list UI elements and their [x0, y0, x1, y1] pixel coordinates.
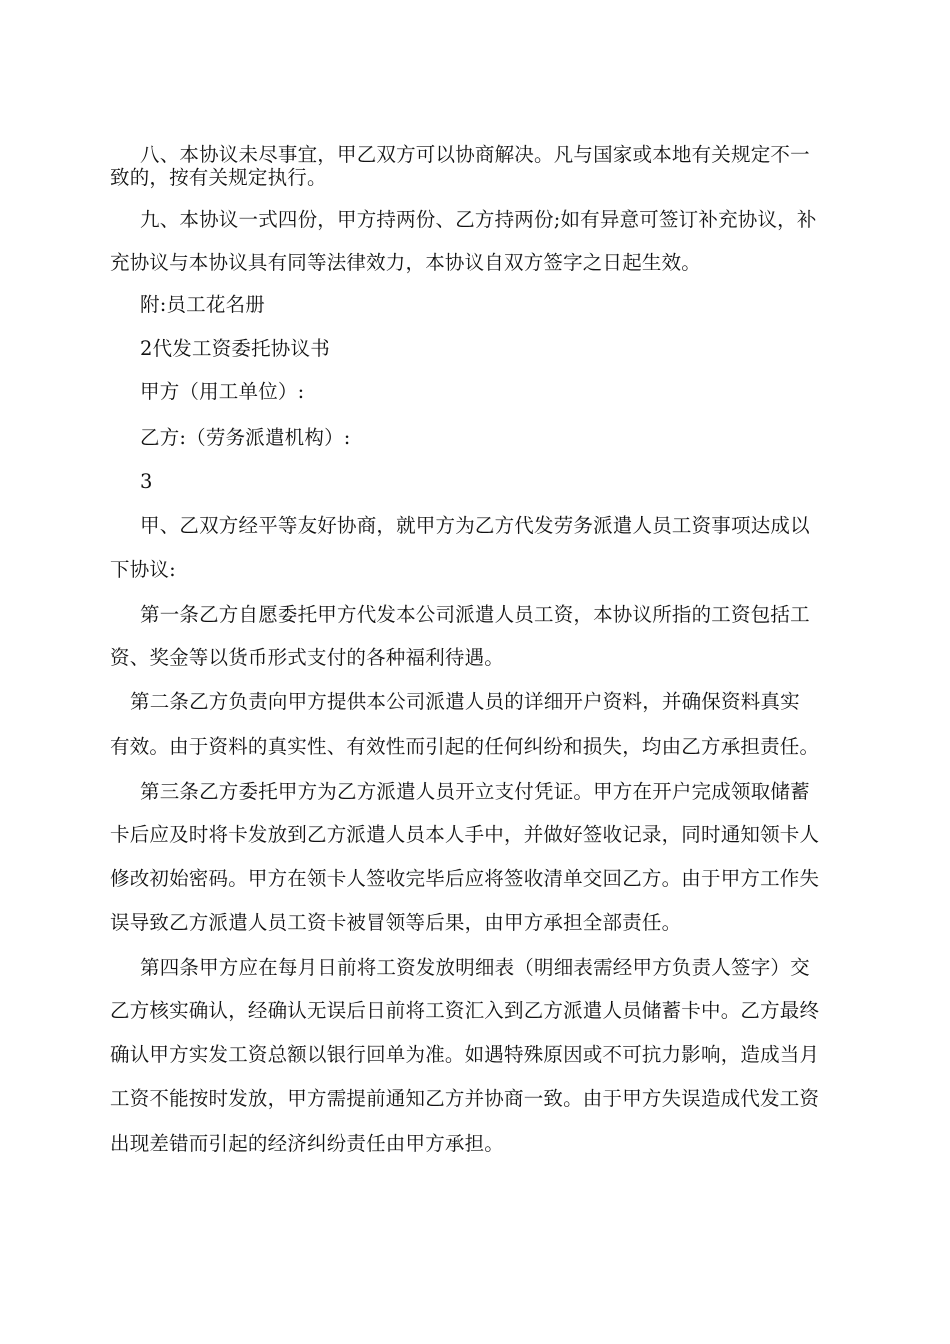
article-3-line-3: 修改初始密码。甲方在领卡人签收完毕后应将签收清单交回乙方。由于甲方工作失	[110, 867, 820, 890]
party-a-line: 甲方（用工单位）:	[140, 380, 305, 403]
clause-9-line-1: 九、本协议一式四份，甲方持两份、乙方持两份;如有异意可签订补充协议，补	[140, 208, 817, 231]
party-b-line: 乙方:（劳务派遣机构）:	[140, 426, 351, 449]
clause-9-line-2: 充协议与本协议具有同等法律效力，本协议自双方签字之日起生效。	[110, 251, 702, 274]
article-1-line-2: 资、奖金等以货币形式支付的各种福利待遇。	[110, 646, 505, 669]
intro-line-1: 甲、乙双方经平等友好协商，就甲方为乙方代发劳务派遣人员工资事项达成以	[140, 514, 810, 537]
article-4-line-2: 乙方核实确认，经确认无误后日前将工资汇入到乙方派遣人员储蓄卡中。乙方最终	[110, 999, 820, 1022]
clause-8-line-2: 致的，按有关规定执行。	[110, 166, 327, 189]
number-3: 3	[140, 470, 153, 493]
article-4-line-3: 确认甲方实发工资总额以银行回单为准。如遇特殊原因或不可抗力影响，造成当月	[110, 1043, 820, 1066]
agreement-title: 2代发工资委托协议书	[140, 337, 330, 360]
clause-8-line-1: 八、本协议未尽事宜，甲乙双方可以协商解决。凡与国家或本地有关规定不一	[140, 143, 810, 166]
article-4-line-1: 第四条甲方应在每月日前将工资发放明细表（明细表需经甲方负责人签字）交	[140, 956, 810, 979]
article-1-line-1: 第一条乙方自愿委托甲方代发本公司派遣人员工资，本协议所指的工资包括工	[140, 603, 810, 626]
article-3-line-1: 第三条乙方委托甲方为乙方派遣人员开立支付凭证。甲方在开户完成领取储蓄	[140, 780, 810, 803]
article-3-line-2: 卡后应及时将卡发放到乙方派遣人员本人手中，并做好签收记录，同时通知领卡人	[110, 823, 820, 846]
article-2-line-1: 第二条乙方负责向甲方提供本公司派遣人员的详细开户资料，并确保资料真实	[130, 690, 800, 713]
article-2-line-2: 有效。由于资料的真实性、有效性而引起的任何纠纷和损失，均由乙方承担责任。	[110, 735, 820, 758]
article-4-line-5: 出现差错而引起的经济纠纷责任由甲方承担。	[110, 1132, 505, 1155]
article-3-line-4: 误导致乙方派遣人员工资卡被冒领等后果，由甲方承担全部责任。	[110, 911, 682, 934]
article-4-line-4: 工资不能按时发放，甲方需提前通知乙方并协商一致。由于甲方失误造成代发工资	[110, 1087, 820, 1110]
attachment-note: 附:员工花名册	[140, 293, 265, 316]
intro-line-2: 下协议:	[110, 558, 176, 581]
